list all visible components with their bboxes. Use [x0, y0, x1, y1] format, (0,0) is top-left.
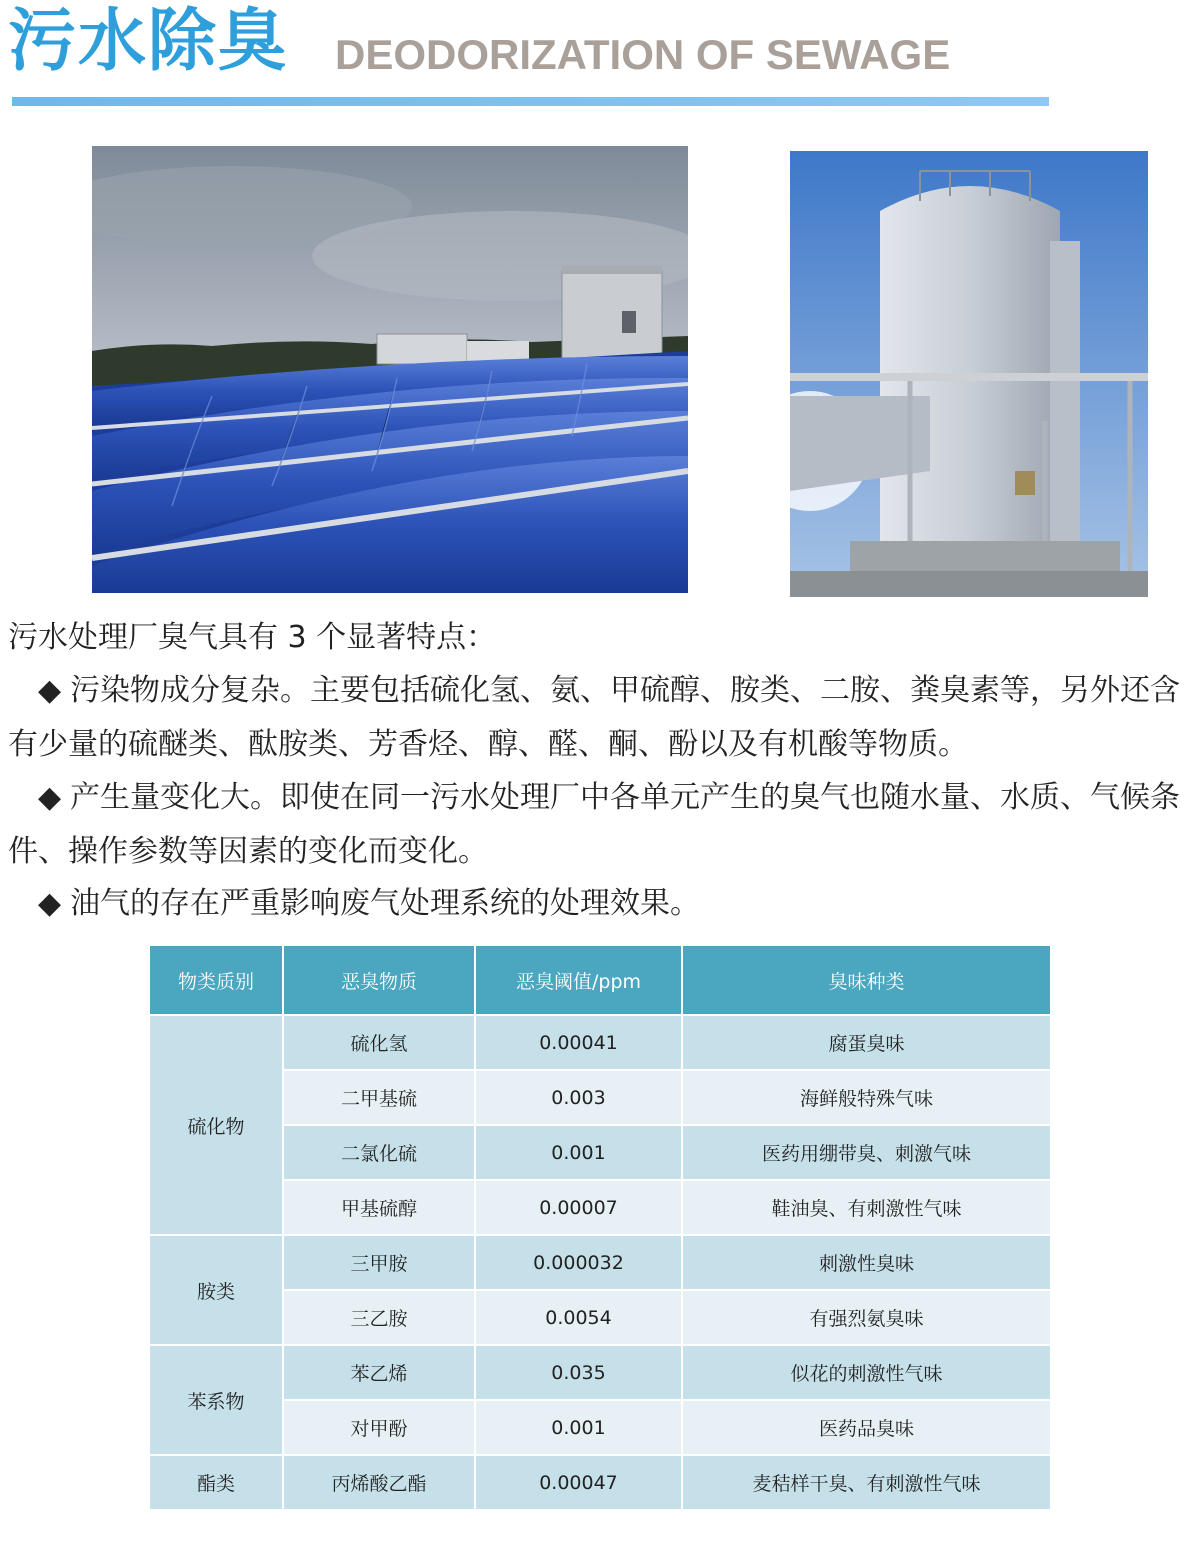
feature-point-3	[8, 877, 1193, 931]
category-cell: 硫化物	[149, 1015, 283, 1235]
threshold-cell: 0.000032	[475, 1235, 682, 1290]
substance-cell: 二甲基硫	[283, 1070, 475, 1125]
feature-point-2	[8, 771, 1193, 879]
feature-point-text: 污染物成分复杂。主要包括硫化氢、氨、甲硫醇、胺类、二胺、粪臭素等，另外还含有少量的硫醚类、酞胺类、芳香烃、醇、醛、酮、酚以及有机酸等物质。	[8, 673, 1180, 762]
substance-cell: 二氯化硫	[283, 1125, 475, 1180]
category-cell: 酯类	[149, 1455, 283, 1510]
deodorization-tower-photo	[790, 151, 1148, 597]
page-subtitle: DEODORIZATION OF SEWAGE	[335, 31, 951, 78]
threshold-cell: 0.00047	[475, 1455, 682, 1510]
table-row	[149, 1400, 1051, 1455]
table-row	[149, 1015, 1051, 1070]
odor-cell: 鞋油臭、有刺激性气味	[682, 1180, 1051, 1235]
substance-cell: 三甲胺	[283, 1235, 475, 1290]
title-underline	[12, 97, 1049, 106]
feature-point-text: 油气的存在严重影响废气处理系统的处理效果。	[70, 886, 700, 921]
header-substance: 恶臭物质	[283, 945, 475, 1015]
odor-cell: 腐蛋臭味	[682, 1015, 1051, 1070]
table-row	[149, 1345, 1051, 1400]
substance-cell: 对甲酚	[283, 1400, 475, 1455]
feature-point-1	[8, 664, 1193, 772]
substance-cell: 硫化氢	[283, 1015, 475, 1070]
table-row	[149, 1455, 1051, 1510]
odor-cell: 刺激性臭味	[682, 1235, 1051, 1290]
feature-point-text: 产生量变化大。即使在同一污水处理厂中各单元产生的臭气也随水量、水质、气候条件、操作参数等因素的变化而变化。	[8, 780, 1180, 869]
threshold-cell: 0.001	[475, 1400, 682, 1455]
substance-cell: 丙烯酸乙酯	[283, 1455, 475, 1510]
odor-cell: 似花的刺激性气味	[682, 1345, 1051, 1400]
page-title: 污水除臭	[8, 2, 289, 81]
threshold-cell: 0.001	[475, 1125, 682, 1180]
threshold-cell: 0.035	[475, 1345, 682, 1400]
covered-tanks-photo	[92, 146, 688, 593]
table-row	[149, 1235, 1051, 1290]
table-row	[149, 1070, 1051, 1125]
diamond-bullet-icon: ◆	[38, 886, 62, 921]
odor-threshold-table	[148, 944, 1052, 1511]
table-row	[149, 1290, 1051, 1345]
header-category: 物类质别	[149, 945, 283, 1015]
category-cell: 苯系物	[149, 1345, 283, 1455]
odor-cell: 医药品臭味	[682, 1400, 1051, 1455]
category-cell: 胺类	[149, 1235, 283, 1345]
table-header-row	[149, 945, 1051, 1015]
odor-cell: 海鲜般特殊气味	[682, 1070, 1051, 1125]
substance-cell: 苯乙烯	[283, 1345, 475, 1400]
table-row	[149, 1180, 1051, 1235]
threshold-cell: 0.00007	[475, 1180, 682, 1235]
header-odor-type: 臭味种类	[682, 945, 1051, 1015]
threshold-cell: 0.0054	[475, 1290, 682, 1345]
diamond-bullet-icon: ◆	[38, 673, 62, 708]
diamond-bullet-icon: ◆	[38, 780, 62, 815]
odor-cell: 麦秸样干臭、有刺激性气味	[682, 1455, 1051, 1510]
odor-cell: 医药用绷带臭、刺激气味	[682, 1125, 1051, 1180]
substance-cell: 甲基硫醇	[283, 1180, 475, 1235]
table-row	[149, 1125, 1051, 1180]
threshold-cell: 0.003	[475, 1070, 682, 1125]
header-threshold: 恶臭阈值/ppm	[475, 945, 682, 1015]
substance-cell: 三乙胺	[283, 1290, 475, 1345]
odor-cell: 有强烈氨臭味	[682, 1290, 1051, 1345]
intro-text: 污水处理厂臭气具有 3 个显著特点：	[8, 620, 497, 655]
threshold-cell: 0.00041	[475, 1015, 682, 1070]
